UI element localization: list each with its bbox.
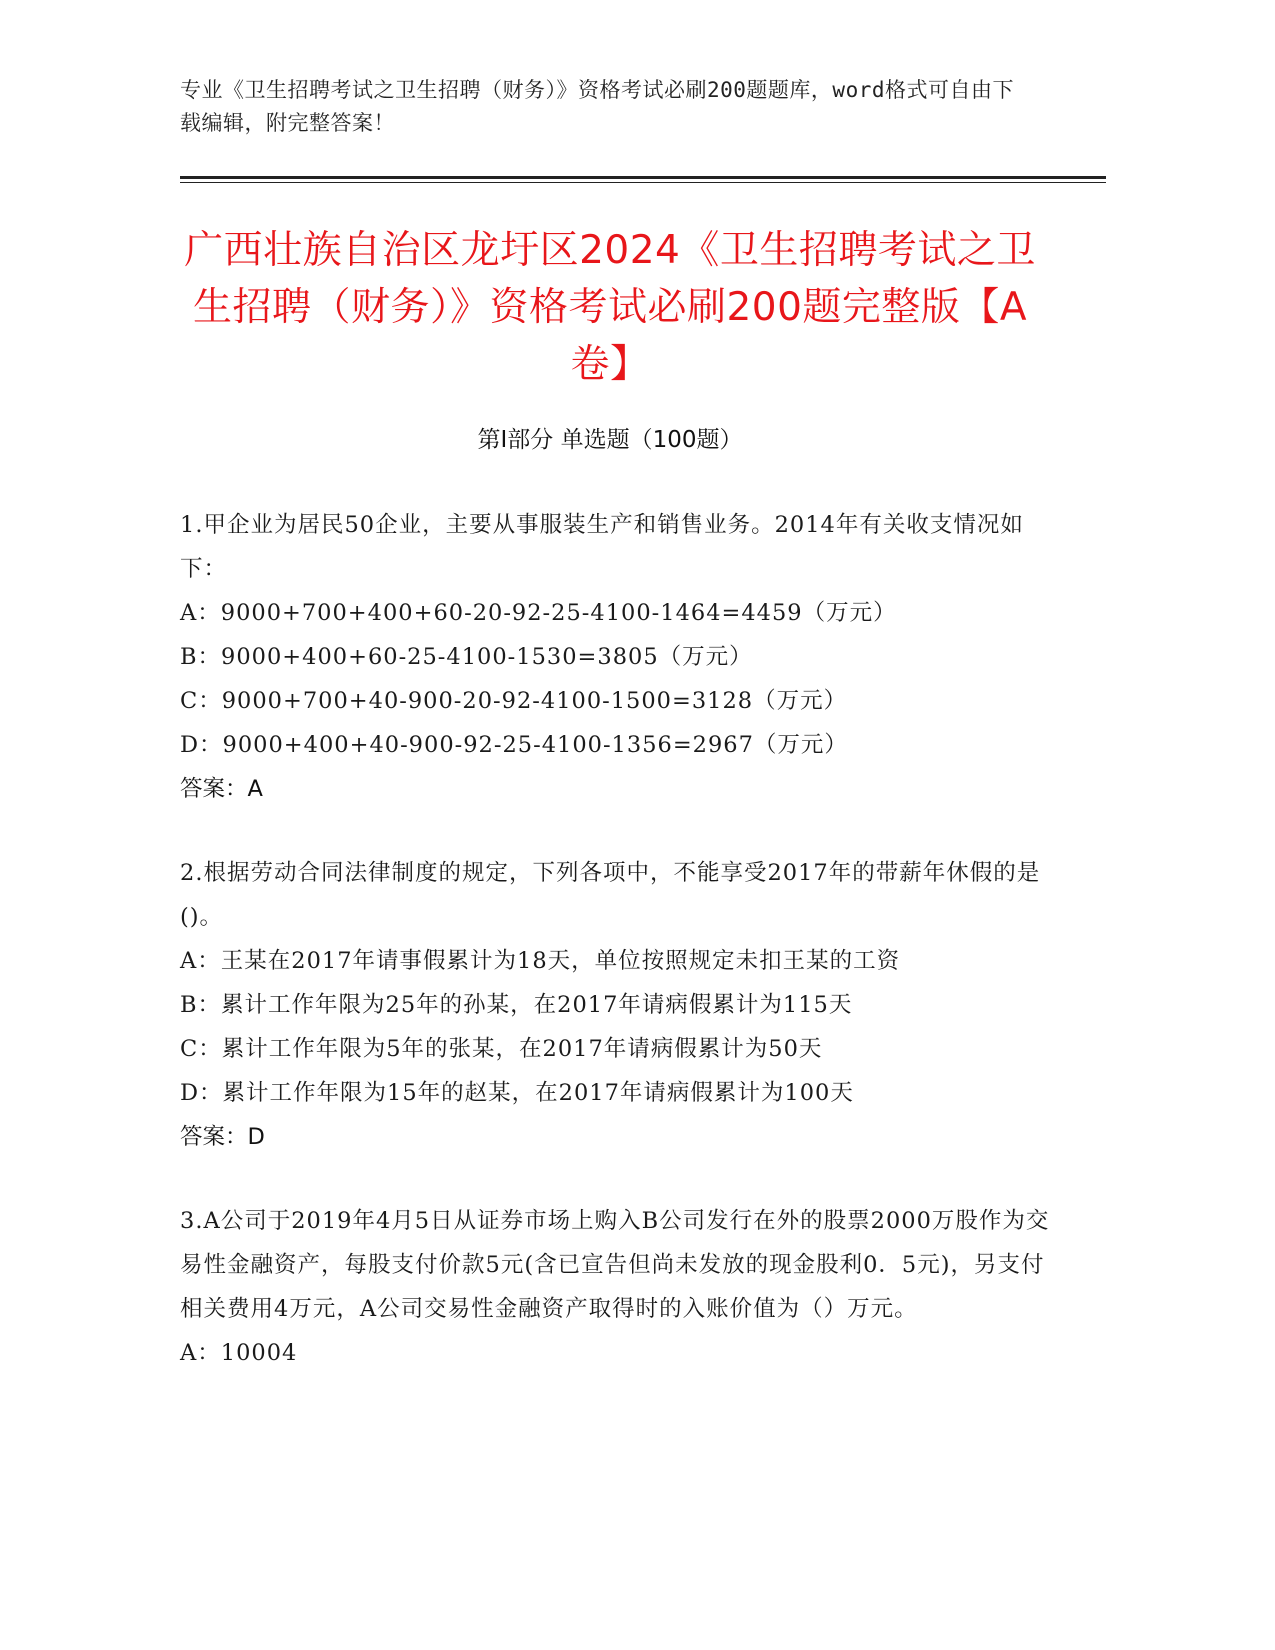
question-2 [180,851,1050,1159]
option-a: A：9000+700+400+60-20-92-25-4100-1464=4459（万元） [180,600,897,626]
section-heading: 第Ⅰ部分 单选题（100题） [477,427,743,453]
document-title: 广西壮族自治区龙圩区2024《卫生招聘考试之卫生招聘（财务）》资格考试必刷200题完整版【A卷】 [184,228,1036,387]
option-c: C：累计工作年限为5年的张某，在2017年请病假累计为50天 [180,1036,823,1062]
option-d: D：累计工作年限为15年的赵某，在2017年请病假累计为100天 [180,1080,854,1106]
option-b: B：9000+400+60-25-4100-1530=3805（万元） [180,644,753,670]
answer: 答案：D [180,1124,265,1150]
answer: 答案：A [180,776,263,802]
option-c: C：9000+700+40-900-20-92-4100-1500=3128（万元） [180,688,848,714]
option-b: B：累计工作年限为25年的孙某，在2017年请病假累计为115天 [180,992,853,1018]
header-divider-thick [180,176,1106,179]
header-divider-thin [180,182,1106,183]
question-stem: 1.甲企业为居民50企业，主要从事服装生产和销售业务。2014年有关收支情况如下： [180,512,1024,582]
option-a: A：10004 [180,1340,298,1366]
option-a: A：王某在2017年请事假累计为18天，单位按照规定未扣王某的工资 [180,948,901,974]
option-d: D：9000+400+40-900-92-25-4100-1356=2967（万元） [180,732,848,758]
question-3 [180,1199,1050,1375]
question-stem: 2.根据劳动合同法律制度的规定，下列各项中，不能享受2017年的带薪年休假的是()。 [180,860,1041,930]
question-1 [180,503,1050,811]
question-stem: 3.A公司于2019年4月5日从证券市场上购入B公司发行在外的股票2000万股作为交易性金融资产，每股支付价款5元(含已宣告但尚未发放的现金股利0．5元)，另支付相关费用4万元，A公司交易性金融资产取得时的入账价值为（）万元。 [180,1208,1050,1322]
header-note: 专业《卫生招聘考试之卫生招聘（财务）》资格考试必刷200题题库，word格式可自由下载编辑，附完整答案！ [180,78,1014,135]
